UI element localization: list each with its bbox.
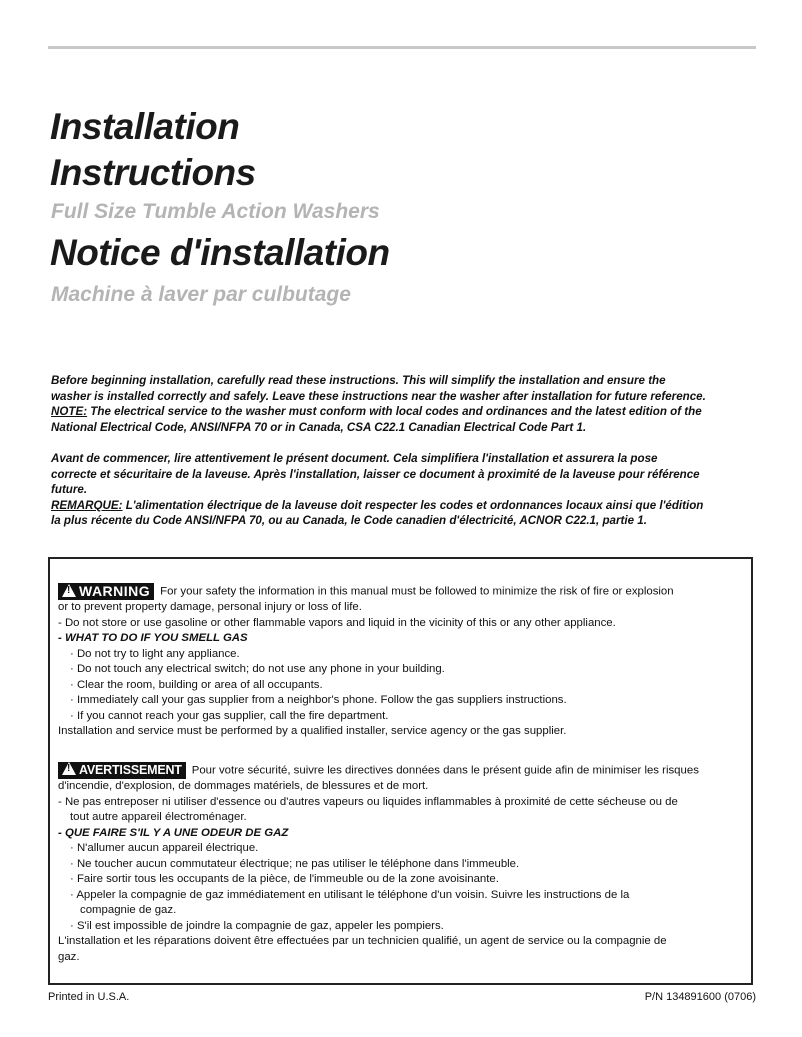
warning-en-line: or to prevent property damage, personal injury or loss of life. xyxy=(58,601,362,614)
warning-triangle-icon xyxy=(62,584,76,597)
warning-fr-heading: - QUE FAIRE S'IL Y A UNE ODEUR DE GAZ xyxy=(58,826,289,839)
warning-badge-label: WARNING xyxy=(79,583,151,599)
warning-en-item: · Clear the room, building or area of all occupants. xyxy=(70,678,323,691)
intro-en-line: National Electrical Code, ANSI/NFPA 70 or in Canada, CSA C22.1 Canadian Electrical Code Part 1. xyxy=(51,420,587,434)
warning-badge xyxy=(58,583,154,600)
warning-fr-text: Pour votre sécurité, suivre les directives données dans le présent guide afin de minimiser les risques xyxy=(191,764,699,777)
remarque-text: L'alimentation électrique de la laveuse doit respecter les codes et ordonnances locaux ainsi que l'édition xyxy=(122,498,704,512)
title-line-2: Instructions xyxy=(50,152,256,193)
warning-en-line xyxy=(58,583,742,600)
warning-fr-line xyxy=(58,762,742,779)
remarque-label: REMARQUE: xyxy=(51,498,123,512)
warning-fr-item: · Faire sortir tous les occupants de la pièce, de l'immeuble ou de la zone avoisinante. xyxy=(70,873,499,886)
warning-fr-item: compagnie de gaz. xyxy=(80,904,177,917)
title-french: Notice d'installation xyxy=(50,232,390,273)
intro-en-line: Before beginning installation, carefully read these instructions. This will simplify the installation and ensure the xyxy=(51,374,666,387)
warning-fr-item: · Appeler la compagnie de gaz immédiatement en utilisant le téléphone d'un voisin. Suivre les instructions de la xyxy=(70,888,630,901)
warning-en-closing: Installation and service must be performed by a qualified installer, service agency or the gas supplier. xyxy=(58,725,567,738)
avertissement-badge xyxy=(58,762,186,779)
subtitle-french: Machine à laver par culbutage xyxy=(51,283,351,306)
intro-english xyxy=(51,373,757,435)
warning-fr-line: tout autre appareil électroménager. xyxy=(70,811,247,824)
printed-in-label: Printed in U.S.A. xyxy=(48,991,130,1003)
warning-en-line: - Do not store or use gasoline or other flammable vapors and liquid in the vicinity of this or any other appliance. xyxy=(58,616,616,629)
warning-french xyxy=(58,762,742,965)
intro-fr-note xyxy=(51,498,757,514)
warning-fr-item: · Ne toucher aucun commutateur électrique; ne pas utiliser le téléphone dans l'immeuble. xyxy=(70,857,520,870)
top-divider xyxy=(48,46,756,49)
warning-triangle-icon xyxy=(62,762,76,775)
intro-en-note xyxy=(51,404,757,420)
intro-fr-line: la plus récente du Code ANSI/NFPA 70, ou au Canada, le Code canadien d'électricité, ACNOR C22.1, partie 1. xyxy=(51,514,647,527)
warning-en-item: · Do not try to light any appliance. xyxy=(70,647,240,660)
note-label: NOTE: xyxy=(51,405,88,418)
intro-fr-line: future. xyxy=(51,483,88,496)
intro-french xyxy=(51,451,757,529)
warning-en-item: · If you cannot reach your gas supplier, call the fire department. xyxy=(70,709,389,722)
warning-en-heading: - WHAT TO DO IF YOU SMELL GAS xyxy=(58,632,248,645)
subtitle-english: Full Size Tumble Action Washers xyxy=(51,200,380,223)
title-line-1: Installation xyxy=(50,106,240,147)
intro-fr-line: Avant de commencer, lire attentivement le présent document. Cela simplifiera l'installation et assurera la pose xyxy=(51,452,658,465)
warning-fr-item: · N'allumer aucun appareil électrique. xyxy=(70,842,259,855)
warning-en-text: For your safety the information in this manual must be followed to minimize the risk of fire or explosion xyxy=(160,585,674,598)
warning-fr-line: d'incendie, d'explosion, de dommages matériels, de blessures et de mort. xyxy=(58,780,429,793)
warning-fr-line: - Ne pas entreposer ni utiliser d'essence ou d'autres vapeurs ou liquides inflammables à proximité de cette sécheuse ou de xyxy=(58,795,678,808)
note-text: The electrical service to the washer must conform with local codes and ordinances and the latest edition of the xyxy=(87,405,702,418)
avertissement-badge-label: AVERTISSEMENT xyxy=(79,763,182,777)
warning-en-item: · Do not touch any electrical switch; do not use any phone in your building. xyxy=(70,663,445,676)
warning-english xyxy=(58,583,742,740)
intro-fr-line: correcte et sécuritaire de la laveuse. Après l'installation, laisser ce document à proximité de la laveuse pour référence xyxy=(51,467,700,481)
warning-fr-item: · S'il est impossible de joindre la compagnie de gaz, appeler les pompiers. xyxy=(70,919,444,932)
intro-en-line: washer is installed correctly and safely. Leave these instructions near the washer after installation for future reference. xyxy=(51,389,706,403)
warning-fr-closing: L'installation et les réparations doivent être effectuées par un technicien qualifié, un agent de service ou la compagnie de xyxy=(58,935,667,948)
warning-en-item: · Immediately call your gas supplier from a neighbor's phone. Follow the gas suppliers instructions. xyxy=(70,694,567,707)
warning-fr-closing: gaz. xyxy=(58,950,80,963)
part-number: P/N 134891600 (0706) xyxy=(644,991,756,1003)
